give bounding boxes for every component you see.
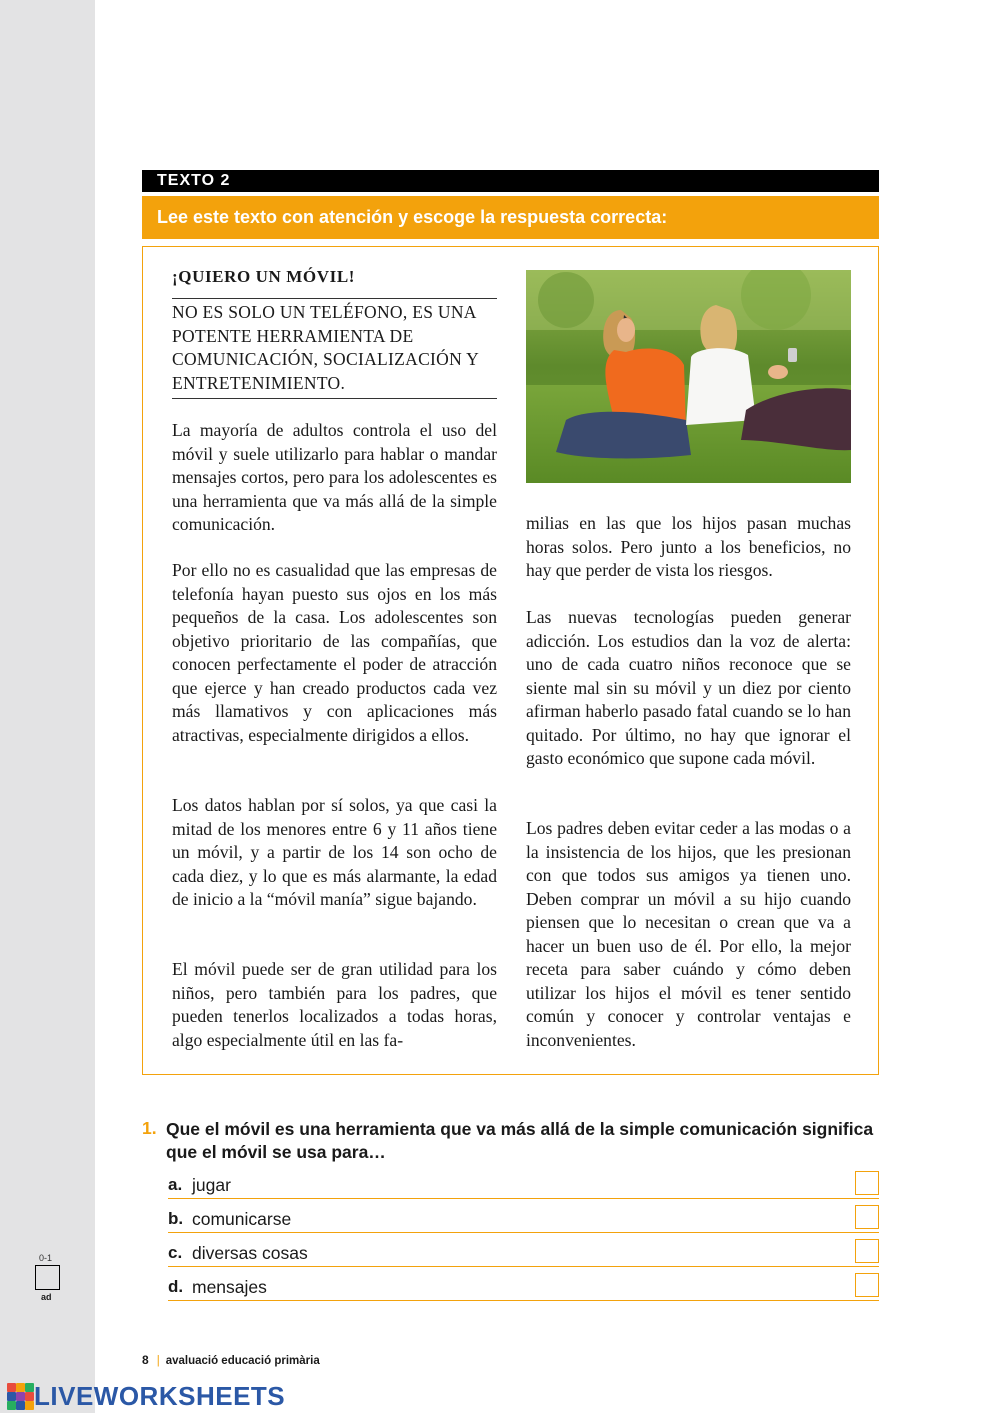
article-paragraph-5: milias en las que los hijos pasan muchas horas solos. Pero junto a los beneficios, no hay que perder de vista los riesgos. [526,513,851,580]
answer-option-a [168,1172,879,1199]
article-paragraph-4: El móvil puede ser de gran utilidad para los niños, pero también para los padres, que pueden tenerlos localizados a todas horas, algo especialmente útil en las fa- [172,959,497,1050]
title-divider [172,298,497,299]
option-letter: a. [168,1175,183,1194]
answer-checkbox-d[interactable] [855,1273,879,1297]
score-range: 0-1 [39,1253,53,1263]
text-label-bar: TEXTO 2 [142,170,879,192]
article-paragraph-3: Los datos hablan por sí solos, ya que casi la mitad de los menores entre 6 y 11 años tiene un móvil, y a partir de los 14 son ocho de cada diez, y lo que es más alarmante, la edad de inicio a la “móvil manía” sigue bajando. [172,795,497,909]
option-text: diversas cosas [192,1243,308,1263]
page-number: 8 [142,1353,149,1367]
photo-girls-with-phones [526,270,851,483]
logo-blocks-icon [7,1383,33,1409]
option-text: comunicarse [192,1209,292,1229]
article-subtitle: NO ES SOLO UN TELÉFONO, ES UNA POTENTE HERRAMIENTA DE COMUNICACIÓN, SOCIALIZACIÓN Y ENTRETENIMIENTO. [172,302,479,393]
article-paragraph-1: La mayoría de adultos controla el uso del móvil y suele utilizarlo para hablar o mandar mensajes cortos, pero para los adolescentes es una herramienta que va más allá de la simple comunicación. [172,420,497,534]
score-code: ad [41,1292,52,1302]
article-paragraph-6: Las nuevas tecnologías pueden generar adicción. Los estudios dan la voz de alerta: uno de cada cuatro niños reconoce que se siente mal sin su móvil y un diez por ciento afirman haberlo pasado fatal cuando se lo han quitado. Por último, no hay que ignorar el gasto económico que supone cada móvil. [526,607,851,768]
answer-checkbox-b[interactable] [855,1205,879,1229]
logo-text: LIVEWORKSHEETS [34,1381,286,1411]
option-text: jugar [192,1175,231,1195]
footer-text: avaluació educació primària [165,1355,320,1367]
article-paragraph-7: Los padres deben evitar ceder a las modas o a la insistencia de los hijos, que les presionan con que todos sus amigos ya tienen uno. Deben comprar un móvil a su hijo cuando piensen que lo necesitan o crean que va a hacer un buen uso de él. Por ello, la mejor receta para saber cuándo y cómo deben utilizar los hijos el móvil es tener sentido común y conocer y controlar ventajas e inconvenientes. [526,818,851,1050]
instruction-bar: Lee este texto con atención y escoge la respuesta correcta: [142,196,879,239]
page-margin-strip [0,0,95,1413]
footer-separator: | [156,1355,160,1367]
option-letter: d. [168,1277,184,1296]
article-title: ¡QUIERO UN MÓVIL! [172,267,356,286]
page-footer [142,1353,320,1367]
answer-option-d [168,1274,879,1301]
answer-option-b [168,1206,879,1233]
answer-checkbox-a[interactable] [855,1171,879,1195]
option-letter: c. [168,1243,183,1262]
option-letter: b. [168,1209,184,1228]
answer-checkbox-c[interactable] [855,1239,879,1263]
article-paragraph-2: Por ello no es casualidad que las empresas de telefonía hayan puesto sus ojos en los más pequeños de la casa. Los adolescentes son objetivo prioritario de las compañías, que conocen perfectamente el poder de atracción que ejerce y han creado productos cada vez más llamativos y con aplicaciones más atractivas, especialmente dirigidos a ellos. [172,560,497,745]
option-text: mensajes [192,1277,267,1297]
question-number: 1. [142,1118,157,1138]
question-text: Que el móvil es una herramienta que va más allá de la simple comunicación significa que el móvil se usa para… [166,1119,874,1162]
answer-option-c [168,1240,879,1267]
score-box[interactable] [35,1265,60,1290]
liveworksheets-logo [7,1383,285,1409]
subtitle-divider [172,398,497,399]
